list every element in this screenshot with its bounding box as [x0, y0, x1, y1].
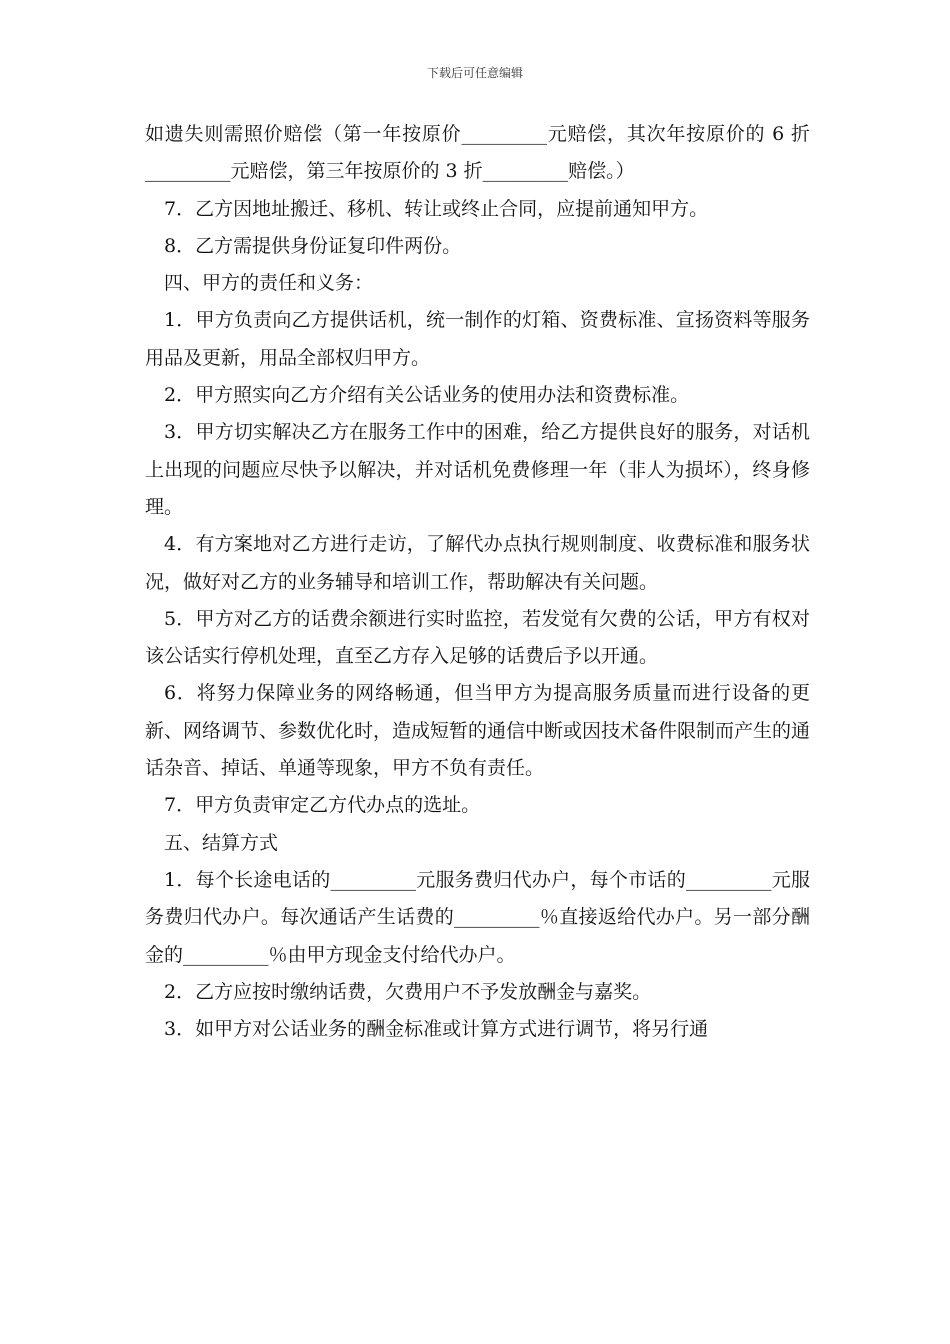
paragraph-a2-introduction: 2．甲方照实向乙方介绍有关公话业务的使用办法和资费标准。: [164, 384, 690, 407]
paragraph-a1-equipment: 1．甲方负责向乙方提供话机，统一制作的灯箱、资费标准、宣扬资料等服务用品及更新，用品全部权归甲方。: [145, 309, 810, 369]
paragraph-a4-visits: 4．有方案地对乙方进行走访，了解代办点执行规则制度、收费标准和服务状况，做好对乙方的业务辅导和培训工作，帮助解决有关问题。: [145, 533, 810, 593]
paragraph-b8-id-copies: 8．乙方需提供身份证复印件两份。: [164, 234, 462, 257]
paragraph-s3-adjustment: 3．如甲方对公话业务的酬金标准或计算方式进行调节，将另行通: [164, 1018, 709, 1041]
document-body: [145, 116, 810, 1048]
section-heading-party-a-duties: 四、甲方的责任和义务：: [164, 272, 374, 295]
paragraph-s1-fees: 1．每个长途电话的_________元服务费归代办户，每个市话的_________元服务费归代办户。每次通话产生话费的_________％直接返给代办户。另一部分酬金的_________％由甲方现金支付给代办户。: [145, 868, 810, 966]
paragraph-s2-payment: 2．乙方应按时缴纳话费，欠费用户不予发放酬金与嘉奖。: [164, 980, 652, 1003]
paragraph-a3-service: 3．甲方切实解决乙方在服务工作中的困难，给乙方提供良好的服务，对话机上出现的问题应尽快予以解决，并对话机免费修理一年（非人为损坏），终身修理。: [145, 421, 810, 518]
paragraph-a5-monitoring: 5．甲方对乙方的话费余额进行实时监控，若发觉有欠费的公话，甲方有权对该公话实行停机处理，直至乙方存入足够的话费后予以开通。: [145, 607, 810, 668]
paragraph-a6-network: 6．将努力保障业务的网络畅通，但当甲方为提高服务质量而进行设备的更新、网络调节、参数优化时，造成短暂的通信中断或因技术备件限制而产生的通话杂音、掉话、单通等现象，甲方不负有责任。: [145, 682, 811, 780]
paragraph-compensation: 如遗失则需照价赔偿（第一年按原价_________元赔偿，其次年按原价的 6 折_________元赔偿，第三年按原价的 3 折_________赔偿。）: [145, 123, 810, 183]
section-heading-settlement: 五、结算方式: [164, 831, 279, 854]
page-header-note: 下载后可任意编辑: [426, 66, 523, 80]
paragraph-b7-relocation: 7．乙方因地址搬迁、移机、转让或终止合同，应提前通知甲方。: [164, 197, 709, 220]
paragraph-a7-site-approval: 7．甲方负责审定乙方代办点的选址。: [164, 794, 481, 817]
